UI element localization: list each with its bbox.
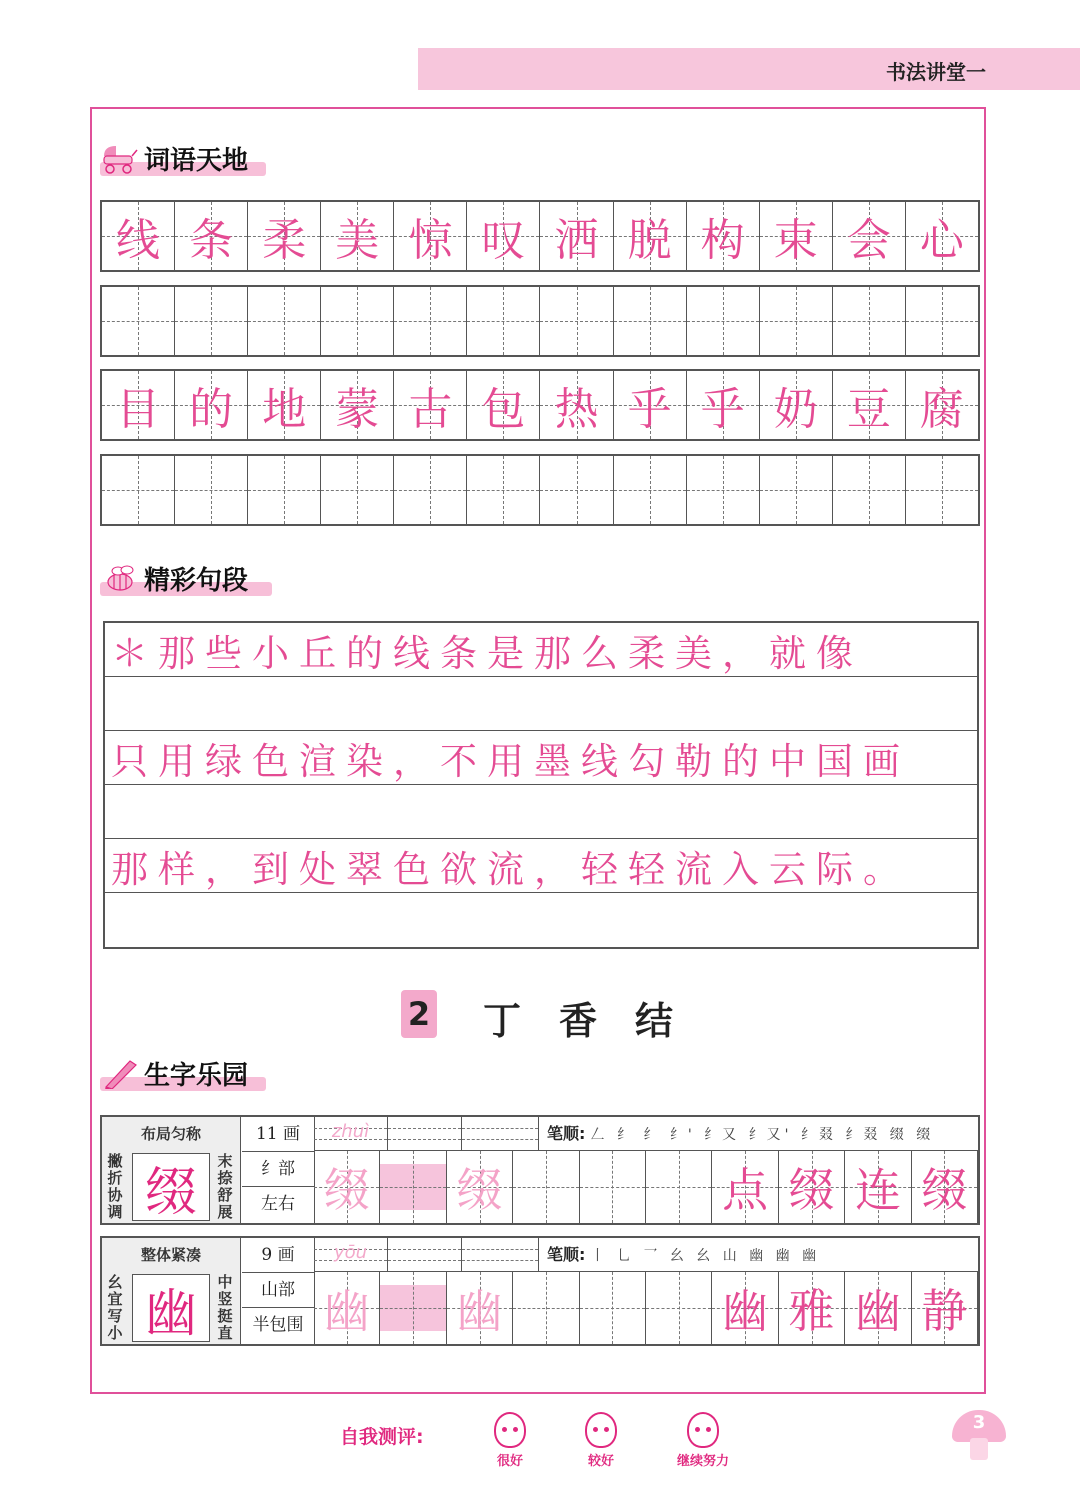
grid-cell[interactable]	[833, 456, 906, 524]
grid-cell	[833, 371, 906, 439]
grid-char: 洒	[554, 215, 599, 266]
char-note-left: 撇折协调	[107, 1152, 123, 1221]
stroke-order	[538, 1238, 978, 1272]
practice-cell[interactable]	[646, 1272, 712, 1344]
practice-char: 幽	[456, 1284, 503, 1338]
grid-char: 心	[919, 215, 964, 266]
grid-cell[interactable]	[175, 456, 248, 524]
practice-cell	[712, 1272, 778, 1344]
pinyin-box-empty[interactable]	[388, 1117, 462, 1151]
grid-char: 的	[189, 384, 234, 435]
grid-cell[interactable]	[175, 287, 248, 355]
practice-blank	[513, 1151, 578, 1223]
happy-face-icon	[494, 1412, 526, 1448]
char-table	[100, 1236, 980, 1346]
grid-cell	[248, 371, 321, 439]
grid-char: 束	[773, 215, 818, 266]
grid-char: 柔	[262, 215, 307, 266]
char-table	[100, 1115, 980, 1225]
practice-blank	[580, 1272, 645, 1344]
grid-char: 乎	[700, 384, 745, 435]
grid-cell	[248, 202, 321, 270]
grid-char: 热	[554, 384, 599, 435]
section-title-passage	[100, 560, 272, 596]
practice-char: 幽	[722, 1284, 769, 1338]
grid-cell	[394, 202, 467, 270]
section-title-text: 词语天地	[144, 146, 249, 176]
practice-cell[interactable]	[580, 1272, 646, 1344]
passage-line: ＊那些小丘的线条是那么柔美，就像	[105, 623, 977, 677]
self-eval-label: 自我测评:	[340, 1426, 424, 1448]
practice-blank	[646, 1151, 711, 1223]
grid-cell[interactable]	[540, 287, 613, 355]
practice-char: 幽	[323, 1284, 370, 1338]
header-title: 书法讲堂一	[886, 60, 986, 84]
stroller-icon	[100, 142, 140, 174]
grid-cell[interactable]	[394, 456, 467, 524]
grid-cell[interactable]	[248, 287, 321, 355]
lesson-title: 丁香结	[483, 999, 712, 1043]
grid-cell	[540, 371, 613, 439]
grid-cell	[394, 371, 467, 439]
char-practice-cells	[314, 1272, 978, 1344]
pinyin-box	[314, 1238, 388, 1272]
lesson-heading	[0, 990, 1080, 1043]
practice-cell[interactable]	[580, 1151, 646, 1223]
practice-char: 雅	[788, 1284, 835, 1338]
grid-cell	[906, 371, 978, 439]
grid-char: 奶	[773, 384, 818, 435]
practice-cell	[912, 1151, 978, 1223]
stroke-sequence: 𠃋 纟 纟 纟' 纟又 纟又' 纟叕 纟叕 缀 缀	[590, 1127, 935, 1143]
grid-char: 惊	[408, 215, 453, 266]
grid-char: 地	[262, 384, 307, 435]
char-label-box	[102, 1238, 241, 1344]
passage-line: 那样，到处翠色欲流，轻轻流入云际。	[105, 839, 977, 893]
practice-char: 静	[921, 1284, 968, 1338]
model-char: 缀	[132, 1153, 210, 1221]
pinyin: yōu	[333, 1242, 368, 1263]
pencil-icon	[100, 1057, 140, 1089]
self-eval-caption: 较好	[587, 1454, 614, 1469]
passage-blank-line	[105, 677, 977, 731]
passage-blank-line	[105, 785, 977, 839]
practice-cell	[314, 1272, 380, 1344]
practice-cell	[712, 1151, 778, 1223]
self-evaluation	[340, 1412, 780, 1472]
passage-box	[103, 621, 979, 949]
section-title-chars	[100, 1055, 266, 1091]
grid-cell[interactable]	[467, 456, 540, 524]
grid-cell	[614, 202, 687, 270]
grid-cell	[760, 202, 833, 270]
grid-cell[interactable]	[102, 287, 175, 355]
self-eval-option[interactable]	[566, 1412, 636, 1469]
stroke-count: 11 画	[242, 1117, 314, 1152]
grid-cell	[467, 202, 540, 270]
bee-icon	[100, 562, 140, 594]
grid-cell[interactable]	[614, 287, 687, 355]
self-eval-caption: 继续努力	[676, 1454, 729, 1469]
grid-cell[interactable]	[614, 456, 687, 524]
grid-cell	[687, 202, 760, 270]
pinyin: zhuì	[331, 1121, 370, 1142]
self-eval-caption: 很好	[496, 1454, 523, 1469]
grid-cell[interactable]	[687, 456, 760, 524]
practice-cell	[845, 1151, 911, 1223]
practice-char: 点	[722, 1163, 769, 1217]
char-practice-cells	[314, 1151, 978, 1223]
pinyin-box	[314, 1117, 388, 1151]
char-tip: 布局匀称	[140, 1125, 201, 1143]
grid-cell	[906, 202, 978, 270]
self-eval-option[interactable]	[475, 1412, 545, 1469]
grid-cell	[614, 371, 687, 439]
radical: 山部	[242, 1273, 314, 1308]
practice-char: 缀	[788, 1163, 835, 1217]
passage-blank-line	[105, 893, 977, 947]
practice-cell[interactable]	[513, 1272, 579, 1344]
pinyin-box-empty[interactable]	[462, 1117, 538, 1151]
grid-cell[interactable]	[321, 287, 394, 355]
practice-cell[interactable]	[513, 1151, 579, 1223]
page-number: 3	[972, 1412, 986, 1433]
grid-cell[interactable]	[467, 287, 540, 355]
grid-char: 古	[408, 384, 453, 435]
practice-cell[interactable]	[380, 1272, 446, 1344]
section-title-words	[100, 140, 266, 176]
grid-cell	[102, 202, 175, 270]
stroke-order	[538, 1117, 978, 1151]
grid-char: 腐	[919, 384, 964, 435]
practice-row	[100, 200, 980, 272]
grid-cell	[540, 202, 613, 270]
practice-char: 幽	[854, 1284, 901, 1338]
grid-char: 目	[116, 384, 161, 435]
char-note-left: 幺宜写小	[107, 1273, 123, 1342]
practice-cell	[912, 1272, 978, 1344]
grid-cell	[687, 371, 760, 439]
practice-char: 缀	[921, 1163, 968, 1217]
practice-blank	[380, 1272, 445, 1344]
grid-cell[interactable]	[833, 287, 906, 355]
practice-row-empty	[100, 454, 980, 526]
practice-blank	[513, 1272, 578, 1344]
char-note-right: 末捺舒展	[217, 1152, 233, 1221]
grid-cell	[321, 202, 394, 270]
self-eval-option[interactable]	[658, 1412, 748, 1469]
grid-cell[interactable]	[906, 287, 978, 355]
char-note-right: 中竖挺直	[217, 1273, 233, 1342]
passage-line: 只用绿色渲染，不用墨线勾勒的中国画	[105, 731, 977, 785]
grid-char: 包	[481, 384, 526, 435]
grid-cell	[175, 202, 248, 270]
grid-cell[interactable]	[540, 456, 613, 524]
practice-cell[interactable]	[646, 1151, 712, 1223]
model-char: 幽	[132, 1274, 210, 1342]
structure: 半包围	[252, 1315, 304, 1335]
grid-cell	[175, 371, 248, 439]
grid-char: 蒙	[335, 384, 380, 435]
char-tip: 整体紧凑	[140, 1246, 201, 1264]
structure: 左右	[261, 1194, 295, 1214]
section-title-text: 精彩句段	[144, 566, 249, 596]
grid-char: 豆	[846, 384, 891, 435]
grid-cell	[760, 371, 833, 439]
grid-char: 乎	[627, 384, 672, 435]
section-title-text: 生字乐园	[144, 1061, 249, 1091]
grid-char: 美	[335, 215, 380, 266]
lesson-number: 2	[401, 990, 437, 1038]
practice-row-empty	[100, 285, 980, 357]
pinyin-box-empty[interactable]	[388, 1238, 462, 1272]
practice-cell	[779, 1151, 845, 1223]
practice-blank	[380, 1151, 445, 1223]
pinyin-box-empty[interactable]	[462, 1238, 538, 1272]
practice-blank	[580, 1151, 645, 1223]
stroke-order-label: 笔顺:	[547, 1245, 586, 1264]
grid-char: 叹	[481, 215, 526, 266]
grid-cell	[102, 371, 175, 439]
practice-char: 连	[854, 1163, 901, 1217]
grid-cell[interactable]	[102, 456, 175, 524]
grid-cell[interactable]	[394, 287, 467, 355]
radical: 纟部	[242, 1152, 314, 1187]
grid-cell	[467, 371, 540, 439]
practice-blank	[646, 1272, 711, 1344]
header-band	[418, 48, 1080, 90]
grid-cell[interactable]	[687, 287, 760, 355]
grid-cell	[321, 371, 394, 439]
practice-row	[100, 369, 980, 441]
practice-cell[interactable]	[380, 1151, 446, 1223]
char-label-box	[102, 1117, 241, 1223]
practice-cell	[845, 1272, 911, 1344]
grid-char: 脱	[627, 215, 672, 266]
grid-cell[interactable]	[248, 456, 321, 524]
page-number-badge	[952, 1410, 1006, 1464]
grid-char: 会	[846, 215, 891, 266]
grid-cell[interactable]	[321, 456, 394, 524]
stroke-order-label: 笔顺:	[547, 1124, 586, 1143]
grid-cell[interactable]	[760, 456, 833, 524]
grid-cell	[833, 202, 906, 270]
practice-cell	[779, 1272, 845, 1344]
practice-char: 缀	[323, 1163, 370, 1217]
sad-face-icon	[687, 1412, 719, 1448]
grid-char: 条	[189, 215, 234, 266]
practice-cell	[447, 1151, 513, 1223]
practice-cell	[314, 1151, 380, 1223]
stroke-sequence: 丨 乚 乛 幺 幺 山 幽 幽 幽	[590, 1248, 821, 1264]
grid-char: 构	[700, 215, 745, 266]
stroke-count: 9 画	[242, 1238, 314, 1273]
grid-cell[interactable]	[906, 456, 978, 524]
practice-char: 缀	[456, 1163, 503, 1217]
smile-face-icon	[585, 1412, 617, 1448]
practice-cell	[447, 1272, 513, 1344]
grid-cell[interactable]	[760, 287, 833, 355]
grid-char: 线	[116, 215, 161, 266]
